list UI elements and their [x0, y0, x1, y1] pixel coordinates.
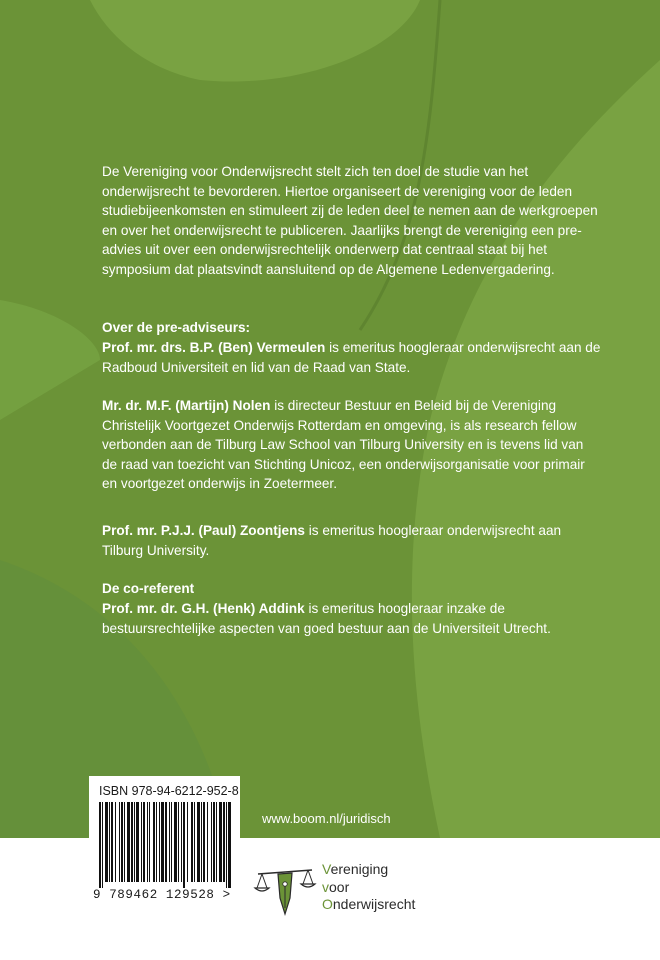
logo-word: oor: [329, 878, 350, 895]
advisor-name: Prof. mr. P.J.J. (Paul) Zoontjens: [102, 523, 305, 538]
barcode-digits: 9 789462 129528 >: [93, 888, 231, 902]
coreferent-heading: De co-referent: [102, 581, 195, 596]
coreferent-description: is emeritus hoogleraar inzake de bestuursrechtelijke aspecten van goed bestuur aan de Universiteit Utrecht.: [102, 601, 551, 636]
logo-initial: v: [322, 878, 329, 895]
coreferent-name: Prof. mr. dr. G.H. (Henk) Addink: [102, 601, 305, 616]
vereniging-logo: [252, 860, 452, 920]
advisor-bio-vermeulen: [102, 338, 602, 377]
isbn-label: ISBN 978-94-6212-952-8: [99, 784, 239, 798]
light-leaf-shape-top: [90, 0, 420, 82]
barcode-icon: [95, 802, 235, 888]
advisors-heading: Over de pre-adviseurs:: [102, 320, 251, 335]
scales-pen-icon: [252, 860, 318, 918]
advisor-bio-zoontjens: [102, 521, 602, 560]
logo-word: nderwijsrecht: [332, 896, 416, 912]
advisor-name: Prof. mr. drs. B.P. (Ben) Vermeulen: [102, 340, 326, 355]
logo-initial: O: [322, 896, 333, 912]
logo-initial: V: [322, 861, 331, 877]
coreferent-bio: [102, 599, 602, 638]
website-link[interactable]: www.boom.nl/juridisch: [262, 811, 391, 826]
advisor-name: Mr. dr. M.F. (Martijn) Nolen: [102, 398, 271, 413]
advisor-bio-nolen: [102, 396, 602, 494]
intro-paragraph: De Vereniging voor Onderwijsrecht stelt zich ten doel de studie van het onderwijsrecht te bevorderen. Hiertoe organiseert de vereniging voor de leden studiebijeenkomsten en stimuleert zij de leden deel te nemen aan de werkgroepen en over het onderwijsrecht te publiceren. Jaarlijks brengt de vereniging een pre-advies uit over een onderwijsrechtelijk onderwerp dat centraal staat bij het symposium dat plaatsvindt aansluitend op de Algemene Ledenvergadering.: [102, 164, 598, 277]
advisor-description: is directeur Bestuur en Beleid bij de Vereniging Christelijk Voortgezet Onderwijs Rotterdam en omgeving, is als research fellow verbonden aan de Tilburg Law School van Tilburg University en is tevens lid van de raad van toezicht van Stichting Unicoz, een onderwijsorganisatie voor primair en voortgezet onderwijs in Zoetermeer.: [102, 398, 585, 491]
advisor-description: is emeritus hoogleraar onderwijsrecht aan de Radboud Universiteit en lid van de Raad van State.: [102, 340, 601, 375]
light-leaf-shape-left: [0, 300, 100, 420]
logo-word: ereniging: [330, 861, 389, 877]
advisor-description: is emeritus hoogleraar onderwijsrecht aan Tilburg University.: [102, 523, 562, 558]
barcode-box: [89, 776, 240, 910]
logo-wordmark: [322, 861, 415, 914]
